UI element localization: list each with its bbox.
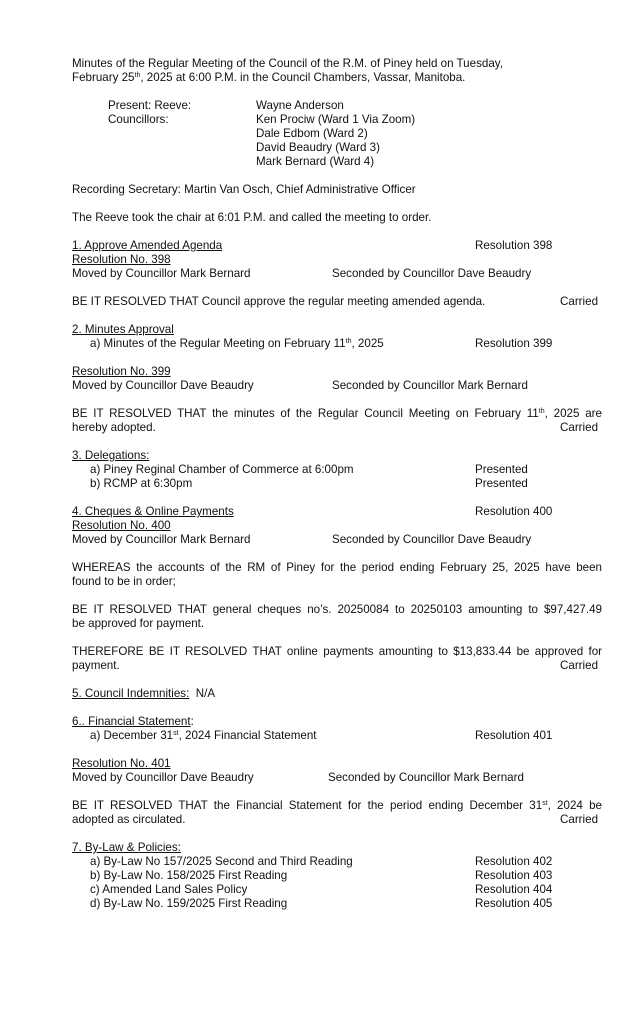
councillor-name: David Beaudry (Ward 3) (256, 141, 380, 154)
intro-line-2: February 25th, 2025 at 6:00 P.M. in the Council Chambers, Vassar, Manitoba. (72, 71, 466, 84)
resolution-number: Resolution No. 399 (72, 365, 171, 378)
section-heading: 7. By-Law & Policies: (72, 841, 181, 854)
resolution-text: BE IT RESOLVED THAT Council approve the regular meeting amended agenda. (72, 295, 486, 308)
moved-by: Moved by Councillor Dave Beaudry (72, 379, 254, 392)
resolution-ref: Resolution 402 (475, 855, 553, 868)
carried-status: Carried (560, 421, 599, 434)
section-heading: 4. Cheques & Online Payments (72, 505, 234, 518)
resolution-text: BE IT RESOLVED THAT general cheques no’s. 20250084 to 20250103 amounting to $97,427.49 (72, 603, 602, 616)
resolution-ref: Resolution 404 (475, 883, 553, 896)
bylaw-item: a) By-Law No 157/2025 Second and Third Reading (90, 855, 353, 868)
resolution-number: Resolution No. 398 (72, 253, 171, 266)
resolution-text: BE IT RESOLVED THAT the Financial Statement for the period ending December 31st, 2024 be (72, 799, 602, 812)
resolution-text: payment. (72, 659, 120, 672)
section-heading: 6.. Financial Statement: (72, 715, 194, 728)
councillor-name: Dale Edbom (Ward 2) (256, 127, 368, 140)
section-heading: 5. Council Indemnities: N/A (72, 687, 216, 700)
resolution-text: be approved for payment. (72, 617, 205, 630)
councillor-name: Ken Prociw (Ward 1 Via Zoom) (256, 113, 416, 126)
resolution-ref: Resolution 401 (475, 729, 553, 742)
moved-by: Moved by Councillor Dave Beaudry (72, 771, 254, 784)
delegation-item: b) RCMP at 6:30pm (90, 477, 193, 490)
resolution-text: hereby adopted. (72, 421, 156, 434)
councillors-label: Councillors: (108, 113, 169, 126)
carried-status: Carried (560, 659, 599, 672)
resolution-ref: Resolution 403 (475, 869, 553, 882)
bylaw-item: d) By-Law No. 159/2025 First Reading (90, 897, 288, 910)
carried-status: Carried (560, 813, 599, 826)
reeve-name: Wayne Anderson (256, 99, 344, 112)
bylaw-item: b) By-Law No. 158/2025 First Reading (90, 869, 288, 882)
intro-line-1: Minutes of the Regular Meeting of the Council of the R.M. of Piney held on Tuesday, (72, 57, 503, 70)
resolution-ref: Resolution 398 (475, 239, 553, 252)
section-heading: 3. Delegations: (72, 449, 150, 462)
section-heading: 2. Minutes Approval (72, 323, 174, 336)
resolution-text: THEREFORE BE IT RESOLVED THAT online payments amounting to $13,833.44 be approved for (72, 645, 602, 658)
seconded-by: Seconded by Councillor Dave Beaudry (332, 533, 532, 546)
moved-by: Moved by Councillor Mark Bernard (72, 267, 251, 280)
resolution-number: Resolution No. 400 (72, 519, 171, 532)
agenda-item: a) Minutes of the Regular Meeting on February 11th, 2025 (90, 337, 384, 350)
delegation-status: Presented (475, 463, 528, 476)
moved-by: Moved by Councillor Mark Bernard (72, 533, 251, 546)
whereas-text: WHEREAS the accounts of the RM of Piney for the period ending February 25, 2025 have been (72, 561, 602, 574)
call-to-order: The Reeve took the chair at 6:01 P.M. and called the meeting to order. (72, 211, 432, 224)
resolution-number: Resolution No. 401 (72, 757, 171, 770)
whereas-text: found to be in order; (72, 575, 176, 588)
resolution-ref: Resolution 399 (475, 337, 553, 350)
delegation-status: Presented (475, 477, 528, 490)
resolution-ref: Resolution 400 (475, 505, 553, 518)
bylaw-item: c) Amended Land Sales Policy (90, 883, 248, 896)
seconded-by: Seconded by Councillor Mark Bernard (328, 771, 524, 784)
resolution-ref: Resolution 405 (475, 897, 553, 910)
carried-status: Carried (560, 295, 599, 308)
seconded-by: Seconded by Councillor Mark Bernard (332, 379, 528, 392)
resolution-text: BE IT RESOLVED THAT the minutes of the Regular Council Meeting on February 11th, 2025 are (72, 407, 602, 420)
recording-secretary: Recording Secretary: Martin Van Osch, Chief Administrative Officer (72, 183, 416, 196)
resolution-text: adopted as circulated. (72, 813, 186, 826)
section-heading: 1. Approve Amended Agenda (72, 239, 223, 252)
agenda-item: a) December 31st, 2024 Financial Statement (90, 729, 317, 742)
reeve-label: Present: Reeve: (108, 99, 192, 112)
councillor-name: Mark Bernard (Ward 4) (256, 155, 375, 168)
seconded-by: Seconded by Councillor Dave Beaudry (332, 267, 532, 280)
delegation-item: a) Piney Reginal Chamber of Commerce at 6:00pm (90, 463, 354, 476)
